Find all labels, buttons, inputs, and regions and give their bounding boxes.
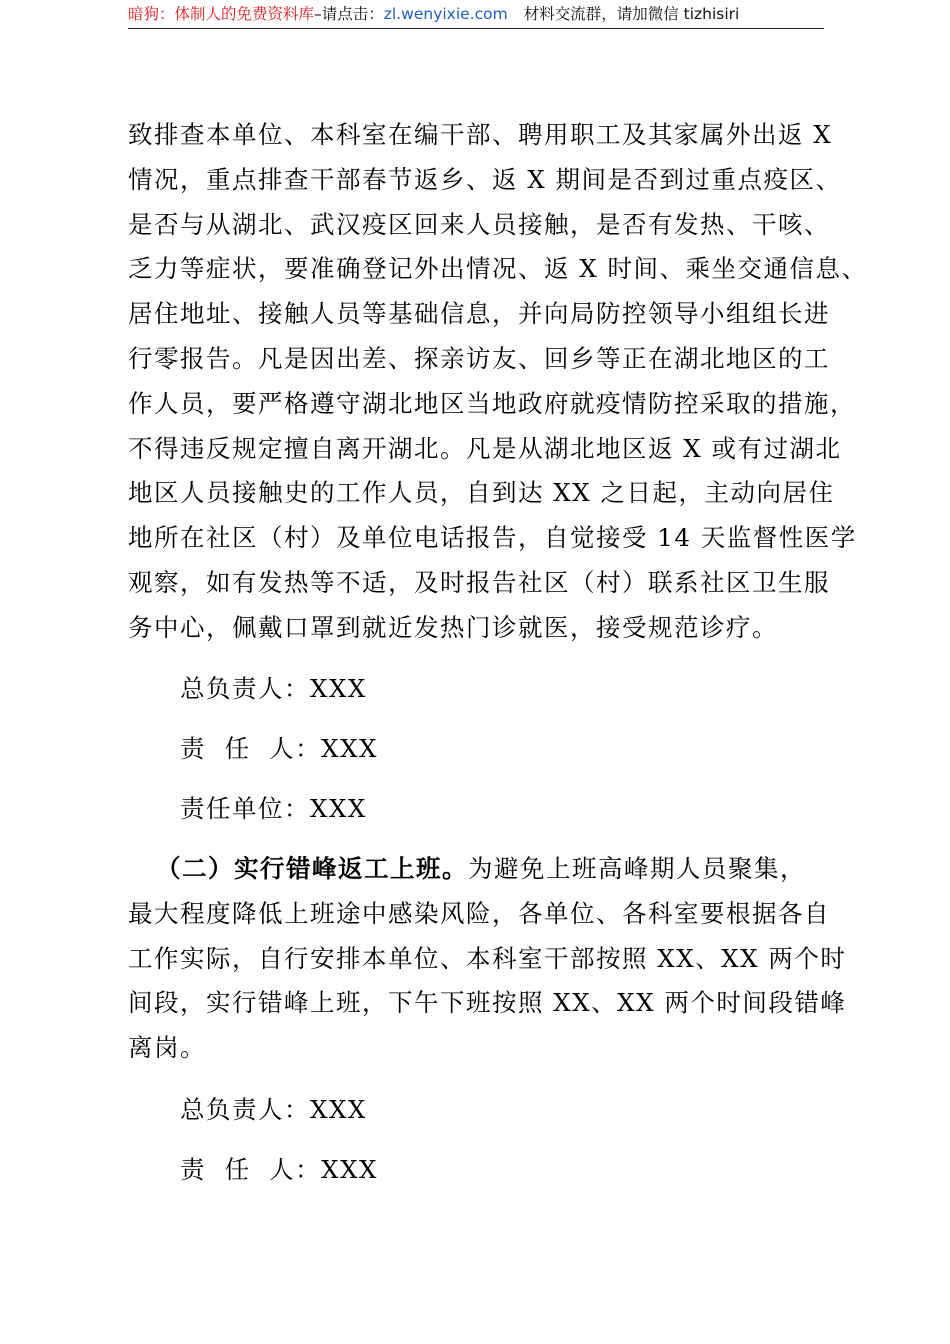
paragraph-line: 行零报告。凡是因出差、探亲访友、回乡等正在湖北地区的工 (128, 343, 830, 373)
person-responsible-1 (180, 734, 378, 764)
chief-label: 总负责人： (180, 674, 310, 703)
unit-responsible-1 (180, 794, 367, 824)
paragraph-line: 地所在社区（村）及单位电话报告，自觉接受 14 天监督性医学 (128, 523, 857, 553)
chief-value: XXX (310, 674, 367, 703)
person-value: XXX (321, 1155, 378, 1184)
chief-responsible-1 (180, 674, 367, 704)
paragraph-line: 致排查本单位、本科室在编干部、聘用职工及其家属外出返 X (128, 120, 833, 149)
chief-value: XXX (310, 1095, 367, 1124)
paragraph-line: 作人员，要严格遵守湖北地区当地政府就疫情防控采取的措施， (128, 388, 856, 418)
header-prompt: –请点击： (314, 5, 384, 23)
paragraph-line: 工作实际，自行安排本单位、本科室干部按照 XX、XX 两个时 (128, 943, 847, 973)
paragraph-line: 观察，如有发热等不适，及时报告社区（村）联系社区卫生服 (128, 567, 830, 597)
paragraph-line: 离岗。 (128, 1033, 206, 1063)
paragraph-line: 是否与从湖北、武汉疫区回来人员接触，是否有发热、干咳、 (128, 209, 830, 239)
section-first-line (128, 847, 828, 892)
header-notice: 材料交流群，请加微信 tizhisiri (523, 5, 740, 23)
paragraph-line: 间段，实行错峰上班，下午下班按照 XX、XX 两个时间段错峰 (128, 988, 847, 1018)
paragraph-line: 最大程度降低上班途中感染风险，各单位、各科室要根据各自 (128, 898, 830, 928)
page-header (128, 2, 824, 29)
person-label: 责 任 人： (180, 734, 322, 763)
unit-label: 责任单位： (180, 794, 310, 823)
paragraph-line: 情况，重点排查干部春节返乡、返 X 期间是否到过重点疫区、 (128, 164, 842, 194)
section-staggered-return (128, 847, 847, 1071)
section-heading: （二）实行错峰返工上班。 (156, 854, 468, 883)
paragraph-investigation (128, 113, 868, 651)
chief-responsible-2 (180, 1095, 367, 1125)
person-value: XXX (321, 734, 378, 763)
paragraph-line: 务中心，佩戴口罩到就近发热门诊就医，接受规范诊疗。 (128, 612, 778, 642)
paragraph-line: 乏力等症状，要准确登记外出情况、返 X 时间、乘坐交通信息、 (128, 254, 868, 284)
header-brand: 暗狗：体制人的免费资料库 (128, 5, 315, 23)
person-responsible-2 (180, 1155, 378, 1185)
person-label: 责 任 人： (180, 1155, 322, 1184)
chief-label: 总负责人： (180, 1095, 310, 1124)
section-first-line-text: 为避免上班高峰期人员聚集， (468, 854, 806, 883)
paragraph-line: 地区人员接触史的工作人员，自到达 XX 之日起，主动向居住 (128, 478, 835, 508)
paragraph-line: 不得违反规定擅自离开湖北。凡是从湖北地区返 X 或有过湖北 (128, 433, 842, 463)
unit-value: XXX (310, 794, 367, 823)
paragraph-line: 居住地址、接触人员等基础信息，并向局防控领导小组组长进 (128, 299, 830, 329)
header-url-link[interactable]: zl.wenyixie.com (383, 5, 508, 23)
